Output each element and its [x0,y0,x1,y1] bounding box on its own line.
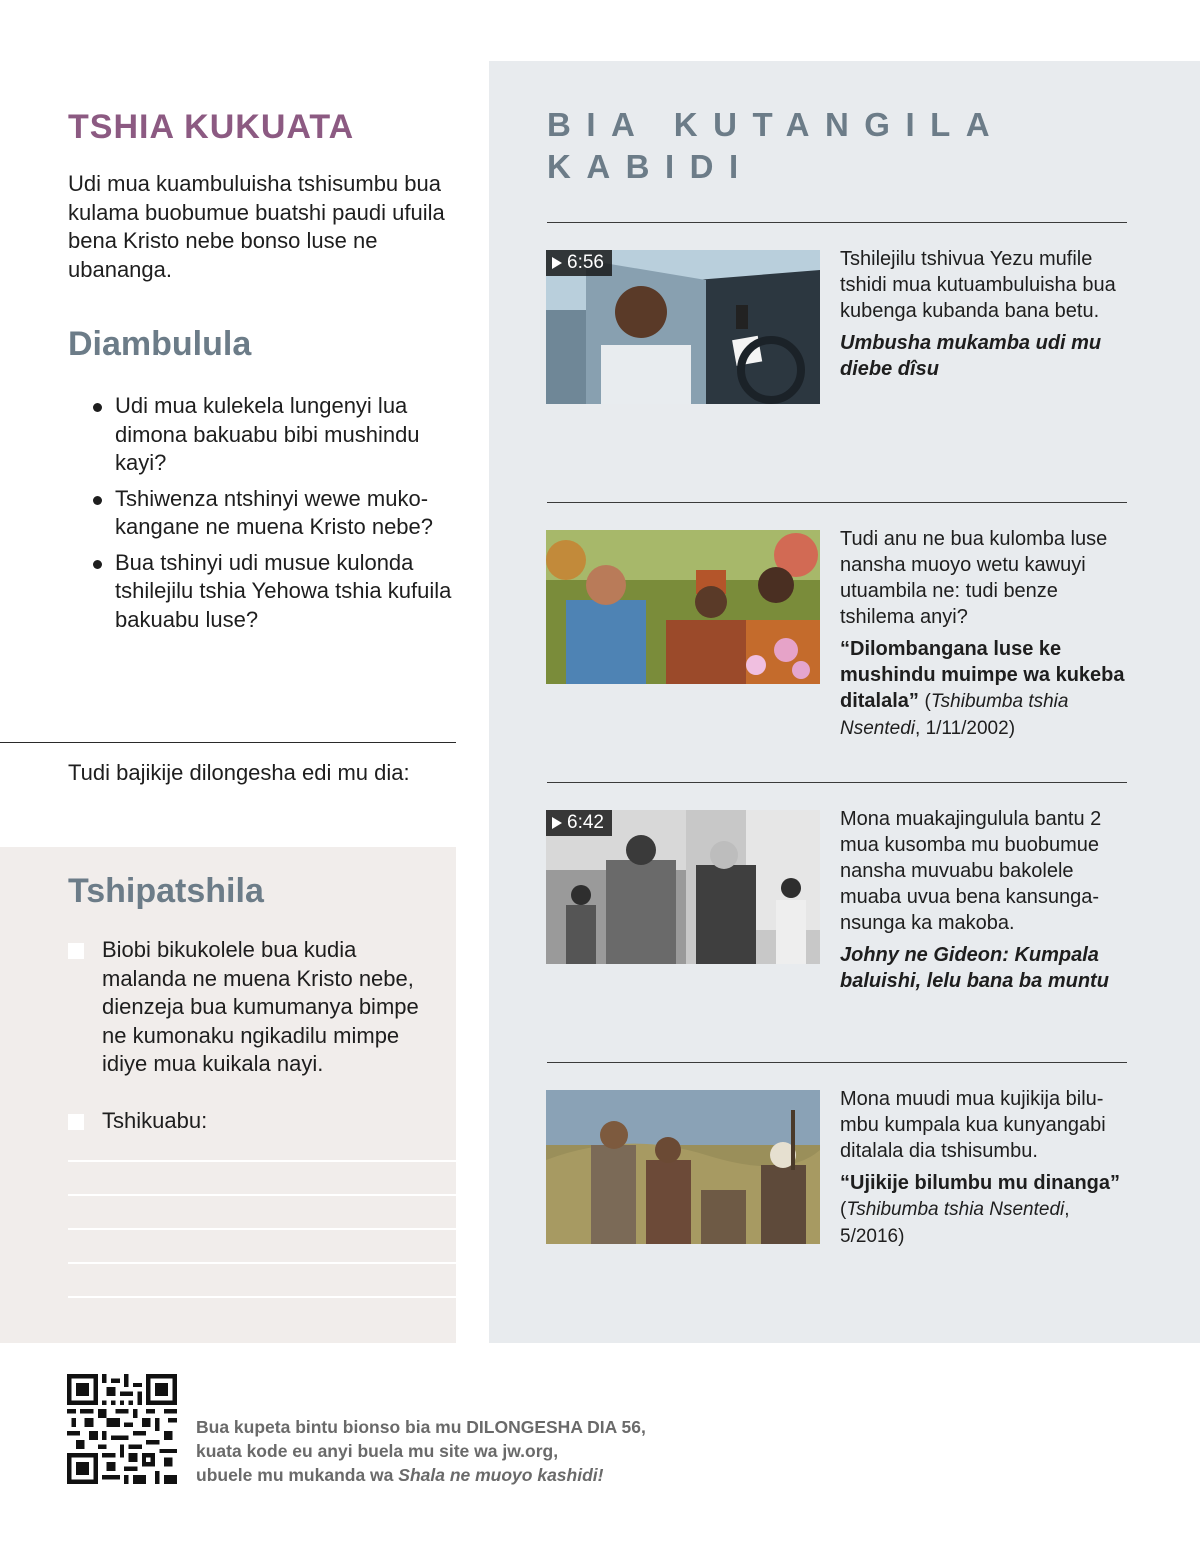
review-question-text: Tshiwenza ntshinyi wewe muko-kangane ne muena Kristo nebe? [115,485,434,539]
goal-text: Tshikuabu: [102,1108,208,1133]
play-icon [552,257,562,269]
review-question [92,549,452,635]
checkbox-icon[interactable] [68,1114,84,1130]
review-question [92,392,452,478]
explore-heading: BIA KUTANGILA KABIDI [547,106,1004,185]
duration-badge [546,810,612,836]
divider [0,742,456,743]
resource-text [840,1086,1130,1250]
goal-item[interactable] [68,936,438,1079]
divider [547,222,1127,223]
footer-line: ubuele mu mukanda wa [196,1465,399,1485]
completion-date-prompt: Tudi bajikije dilongesha edi mu dia: [68,760,410,785]
article-thumbnail[interactable] [546,530,820,684]
source-publication: Tshibumba tshia Nsentedi [846,1199,1065,1220]
writing-line[interactable] [68,1296,456,1298]
bullet-icon [93,496,102,505]
goals-heading: Tshipatshila [68,872,264,910]
duration-label: 6:42 [567,812,604,833]
goal-text: Biobi bikukolele bua kudia malanda ne muena Kristo nebe, dienzeja bua kumumanya bimpe ne kumonaku ngikadilu mimpe idiye mua kuikala nayi. [102,937,419,1076]
footer-line: Bua kupeta bintu bionso bia mu DILONGESHA DIA 56, [196,1417,646,1437]
resource-title-link[interactable]: Johny ne Gideon: Kumpala baluishi, lelu bana ba muntu [840,944,1109,992]
resource-description: Mona muudi mua kujikija bilu-mbu kumpala kua kunyangabi ditalala dia tshisumbu. [840,1088,1106,1162]
video-thumbnail[interactable] [546,250,820,404]
resource-text [840,246,1130,382]
writing-line[interactable] [68,1262,456,1264]
footer-text [196,1415,796,1487]
resource-description: Mona muakajingulula bantu 2 mua kusomba mu buobumue nansha muvuabu bakolele muaba uvua bena kansunga-nsunga ka makoba. [840,808,1102,934]
resource-title: “Ujikije bilumbu mu dinanga” [840,1172,1121,1194]
resource-description: Tshilejilu tshivua Yezu mufile tshidi mua kutuambuluisha bua kubenga kubanda bana betu. [840,248,1116,322]
summary-heading: TSHIA KUKUATA [68,108,355,146]
review-question [92,485,452,542]
play-icon [552,817,562,829]
resource-title-link[interactable]: Umbusha mukamba udi mu diebe dîsu [840,332,1102,380]
thumbnail-image [546,530,820,684]
checkbox-icon[interactable] [68,943,84,959]
review-questions-list [92,392,452,641]
resource-text [840,526,1130,742]
goals-panel [0,847,456,1343]
goal-item-other[interactable] [68,1107,438,1136]
divider [547,782,1127,783]
resource-description: Tudi anu ne bua kulomba luse nansha muoyo wetu kawuyi utuambila ne: tudi benze tshilema anyi? [840,528,1108,628]
resource-source: (Tshibumba tshia Nsentedi, 5/2016) [840,1199,1070,1247]
source-date: 1/11/2002 [925,718,1009,739]
resource-source: (Tshibumba tshia Nsentedi, 1/11/2002) [840,691,1069,739]
qr-code-icon[interactable] [67,1374,177,1484]
writing-line[interactable] [68,1194,456,1196]
thumbnail-image [546,1090,820,1244]
divider [547,1062,1127,1063]
writing-line[interactable] [68,1160,456,1162]
review-heading: Diambulula [68,325,252,363]
resource-title: “Dilombangana luse ke mushindu muimpe wa kukeba ditalala” [840,638,1125,712]
duration-label: 6:56 [567,252,604,273]
article-thumbnail[interactable] [546,1090,820,1244]
resource-title-link[interactable] [840,636,1130,742]
writing-line[interactable] [68,1228,456,1230]
footer-book-title[interactable]: Shala ne muoyo kashidi! [398,1465,604,1485]
source-publication: Tshibumba tshia Nsentedi [840,691,1069,739]
summary-text: Udi mua kuambuluisha tshisumbu bua kulama buobumue buatshi paudi ufuila bena Kristo nebe bonso luse ne ubananga. [68,171,445,282]
duration-badge [546,250,612,276]
divider [547,502,1127,503]
footer-line: kuata kode eu anyi buela mu site wa jw.org, [196,1441,559,1461]
bullet-icon [93,403,102,412]
review-question-text: Bua tshinyi udi musue kulonda tshilejilu tshia Yehowa tshia kufuila bakuabu luse? [115,549,452,632]
resource-text [840,806,1130,994]
resource-title-link[interactable] [840,1170,1130,1250]
source-date: 5/2016 [840,1226,899,1247]
video-thumbnail[interactable] [546,810,820,964]
bullet-icon [93,560,102,569]
review-question-text: Udi mua kulekela lungenyi lua dimona bakuabu bibi mushindu kayi? [115,393,420,475]
